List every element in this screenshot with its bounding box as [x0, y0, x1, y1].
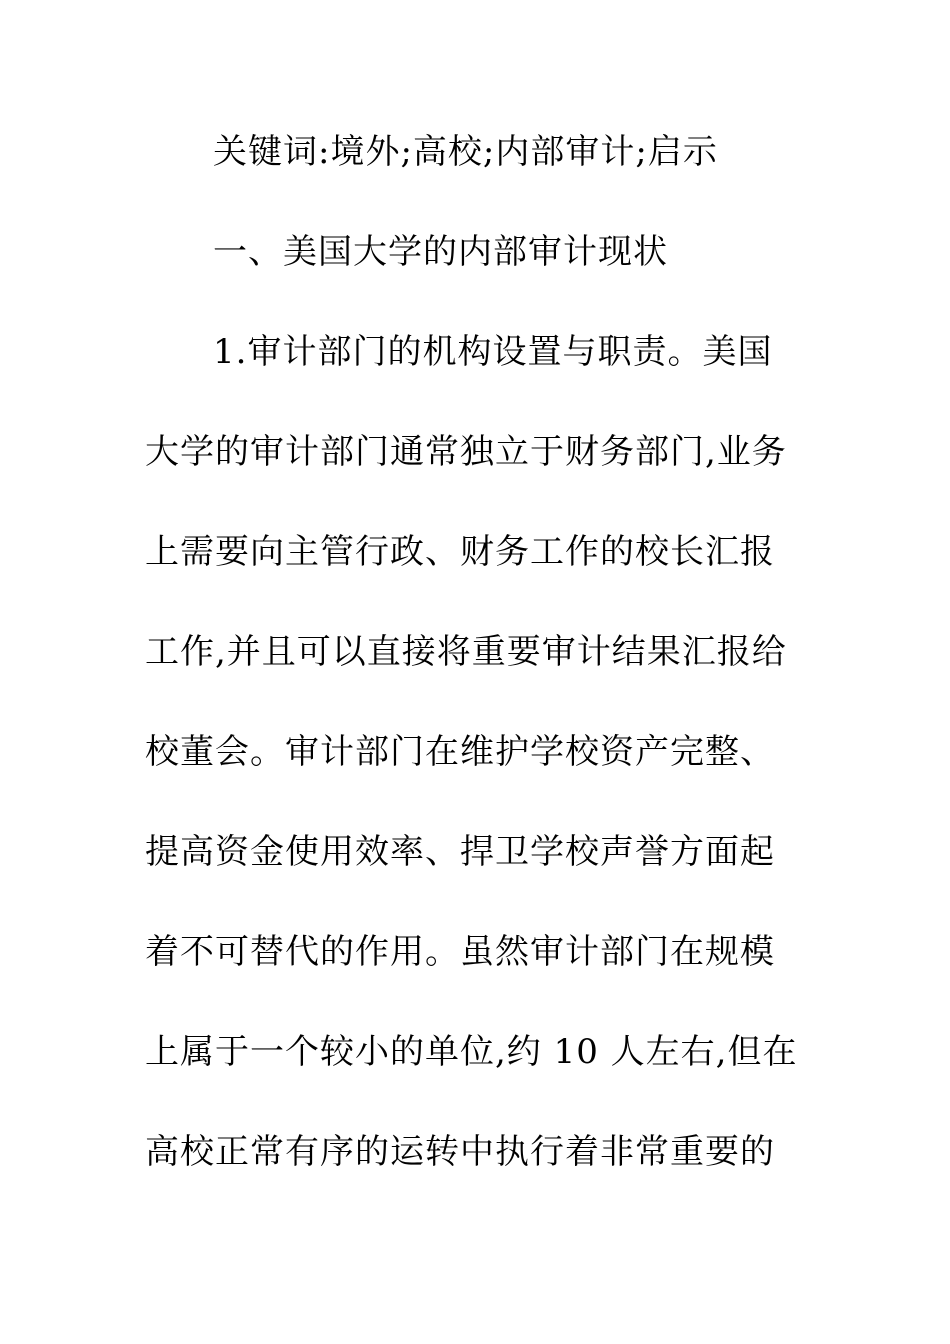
paragraph-line: 工作,并且可以直接将重要审计结果汇报给 [145, 632, 787, 672]
keywords-line: 关键词:境外;高校;内部审计;启示 [213, 132, 718, 172]
paragraph-line: 上属于一个较小的单位,约 10 人左右,但在 [145, 1032, 798, 1072]
paragraph-line: 高校正常有序的运转中执行着非常重要的 [145, 1132, 775, 1172]
paragraph-line: 提高资金使用效率、捍卫学校声誉方面起 [145, 832, 775, 872]
paragraph-line: 上需要向主管行政、财务工作的校长汇报 [145, 532, 775, 572]
paragraph-line: 校董会。审计部门在维护学校资产完整、 [145, 732, 775, 772]
paragraph-line: 着不可替代的作用。虽然审计部门在规模 [145, 932, 775, 972]
paragraph-line: 大学的审计部门通常独立于财务部门,业务 [145, 432, 787, 472]
section-heading: 一、美国大学的内部审计现状 [213, 232, 668, 272]
paragraph-line: 1.审计部门的机构设置与职责。美国 [213, 332, 773, 372]
